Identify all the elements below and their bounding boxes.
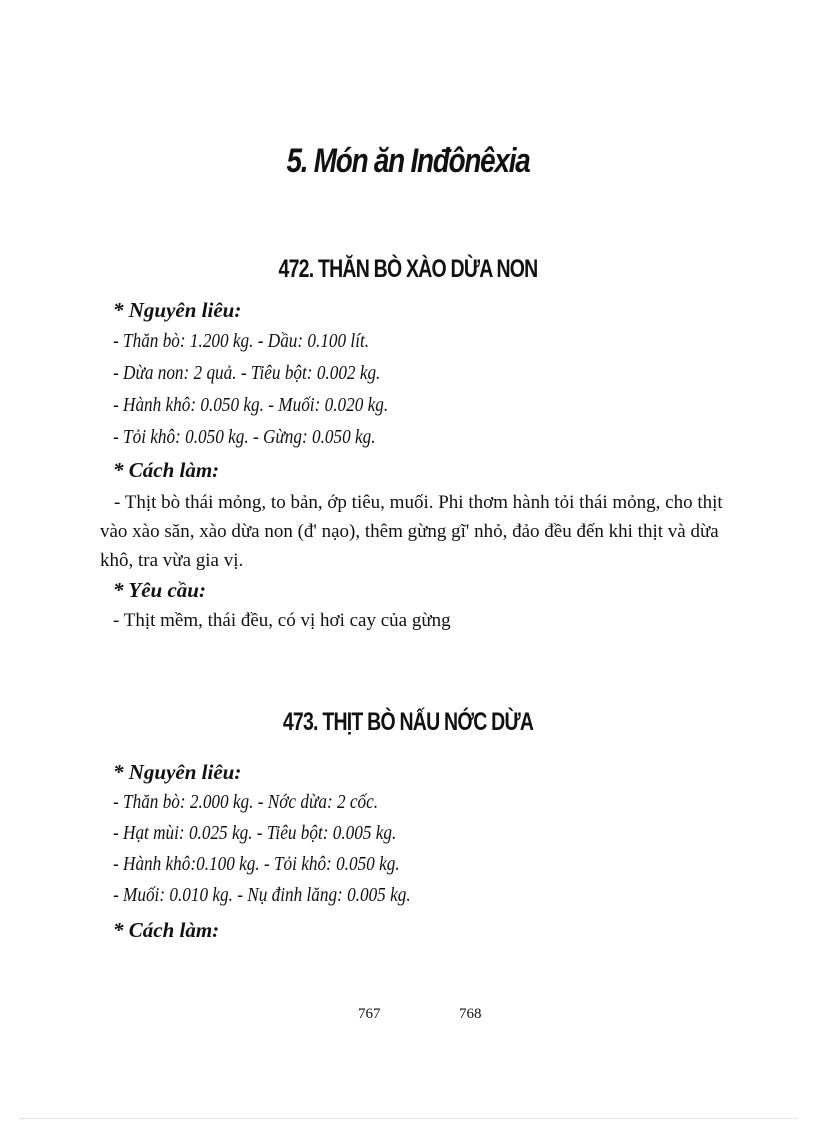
- page-number-right: 768: [459, 1006, 482, 1022]
- page-bottom-divider: [20, 1118, 796, 1119]
- recipe-472-method-text: [100, 488, 740, 575]
- recipe-472-ingredient-line: - Hành khô: 0.050 kg. - Muối: 0.020 kg.: [113, 394, 389, 416]
- recipe-473-ingredient-line: - Hạt mùi: 0.025 kg. - Tiêu bột: 0.005 kg.: [113, 822, 397, 844]
- recipe-473-method-label: * Cách làm:: [113, 918, 220, 942]
- recipe-473-ingredient-line: - Muối: 0.010 kg. - Nụ đinh lăng: 0.005 kg.: [113, 884, 411, 906]
- recipe-472-ingredients-label: * Nguyên liêu:: [113, 298, 242, 322]
- page-number-left: 767: [358, 1006, 381, 1022]
- recipe-472-ingredient-line: - Thăn bò: 1.200 kg. - Dầu: 0.100 lít.: [113, 330, 370, 352]
- recipe-472-title: 472. THĂN BÒ XÀO DỪA NON: [278, 255, 538, 283]
- chapter-title: 5. Món ăn Inđônêxia: [286, 142, 530, 180]
- recipe-473-ingredient-line: - Thăn bò: 2.000 kg. - Nớc dừa: 2 cốc.: [113, 791, 379, 813]
- recipe-472-method-paragraph: - Thịt bò thái mỏng, to bản, ớp tiêu, muối. Phi thơm hành tỏi thái mỏng, cho thịt vào xào săn, xào dừa non (đ' nạo), thêm gừng gĩ' nhỏ, đảo đều đến khi thịt và dừa khô, tra vừa gia vị.: [100, 492, 723, 571]
- recipe-472-ingredient-line: - Tỏi khô: 0.050 kg. - Gừng: 0.050 kg.: [113, 426, 376, 448]
- recipe-473-title: 473. THỊT BÒ NẤU NỚC DỪA: [282, 708, 534, 736]
- recipe-473-ingredients-label: * Nguyên liêu:: [113, 760, 242, 784]
- recipe-472-method-label: * Cách làm:: [113, 458, 220, 482]
- recipe-472-requirement-text: - Thịt mềm, thái đều, có vị hơi cay của gừng: [113, 610, 451, 631]
- recipe-472-requirement-label: * Yêu cầu:: [113, 578, 206, 602]
- recipe-472-ingredient-line: - Dừa non: 2 quả. - Tiêu bột: 0.002 kg.: [113, 362, 381, 384]
- recipe-473-ingredient-line: - Hành khô:0.100 kg. - Tỏi khô: 0.050 kg.: [113, 853, 400, 875]
